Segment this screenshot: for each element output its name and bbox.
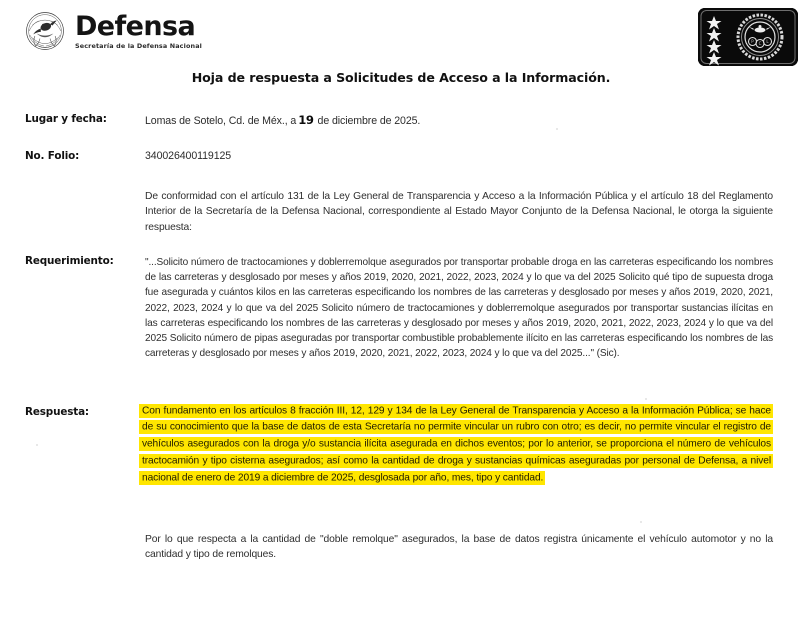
highlighted-answer-text: Con fundamento en los artículos 8 fracción III, 12, 129 y 134 de la Ley General de Transparencia y Acceso a la Información Pública; se hace de su conocimiento que la base de datos de esta Secretaría no permite vincular un rubro con otro; es decir, no permite vincular el registro de vehículos asegurados con la droga y/o sustancia ilícita asegurada en dichos eventos; por lo anterior, se proporciona el número de vehículos tractocamión y tipo cisterna asegurados; así como la cantidad de droga y sustancias químicas aseguradas por personal de Defensa, a nivel nacional de enero de 2019 a diciembre de 2025, desglosada por año, mes, tipo y cantidad. — [139, 404, 773, 486]
scan-speckle — [645, 398, 647, 400]
scan-speckle — [36, 444, 38, 446]
scan-speckle — [640, 521, 642, 523]
brand-subtitle: Secretaría de la Defensa Nacional — [75, 41, 202, 50]
sedena-four-star-emblem-icon — [698, 8, 798, 66]
closing-paragraph: Por lo que respecta a la cantidad de "doble remolque" asegurados, la base de datos registra únicamente el vehículo automotor y no la cantidad y tipo de remolques. — [145, 534, 773, 561]
place-date-label: Lugar y fecha: — [25, 113, 107, 125]
folio-label: No. Folio: — [25, 150, 80, 162]
brand-text-block — [75, 10, 202, 50]
document-header — [0, 0, 802, 70]
mexican-national-seal-icon — [24, 10, 66, 52]
folio-value: 340026400119125 — [145, 150, 232, 162]
brand-title: Defensa — [75, 10, 196, 42]
intro-paragraph: De conformidad con el artículo 131 de la Ley General de Transparencia y Acceso a la Información Pública y el artículo 18 del Reglamento Interior de la Secretaría de la Defensa Nacional, correspondiente al Estado Mayor Conjunto de la Defensa Nacional, le otorga la siguiente respuesta: — [145, 191, 773, 233]
svg-text:C: C — [758, 41, 762, 46]
defensa-brand-lockup — [24, 10, 202, 52]
scan-speckle — [556, 128, 558, 130]
requirement-paragraph: "...Solicito número de tractocamiones y doblerremolque asegurados por transportar probable droga en las carreteras especificando los nombres de las carreteras y desglosado por meses y años 2019, 2020, 2021, 2022, 2023, 2024 y lo que va del 2025 Solicito qué tipo de supuesta droga fue asegurada y cuántos kilos en las carreteras especificando los nombres de las carreteras y desglosado por meses y años 2019, 2020, 2021, 2022, 2023, 2024 y lo que va del 2025 Solicito número de tractocamiones y doblerremolque asegurados por transportar sustancias ilícitas en las carreteras especificando los nombres de las carreteras y desglosado por meses y años 2019, 2020, 2021, 2022, 2023, 2024 y lo que va del 2025 Solicito número de pipas aseguradas por transportar combustible probablemente ilícito en las carreteras especificando los nombres de las carreteras y desglosado por meses y años 2019, 2020, 2021, 2022, 2023, 2024 y lo que va del 2025..." (Sic). — [145, 257, 773, 360]
answer-paragraph-highlighted — [139, 403, 773, 488]
place-date-value — [145, 113, 775, 127]
place-date-suffix: de diciembre de 2025. — [317, 115, 421, 127]
requirement-label: Requerimiento: — [25, 255, 114, 267]
svg-text:P: P — [751, 39, 754, 44]
answer-label: Respuesta: — [25, 406, 89, 418]
svg-text:L: L — [766, 39, 769, 44]
place-date-prefix: Lomas de Sotelo, Cd. de Méx., a — [145, 115, 297, 127]
page-title: Hoja de respuesta a Solicitudes de Acceso a la Información. — [191, 70, 611, 85]
place-date-day: 19 — [298, 113, 314, 127]
